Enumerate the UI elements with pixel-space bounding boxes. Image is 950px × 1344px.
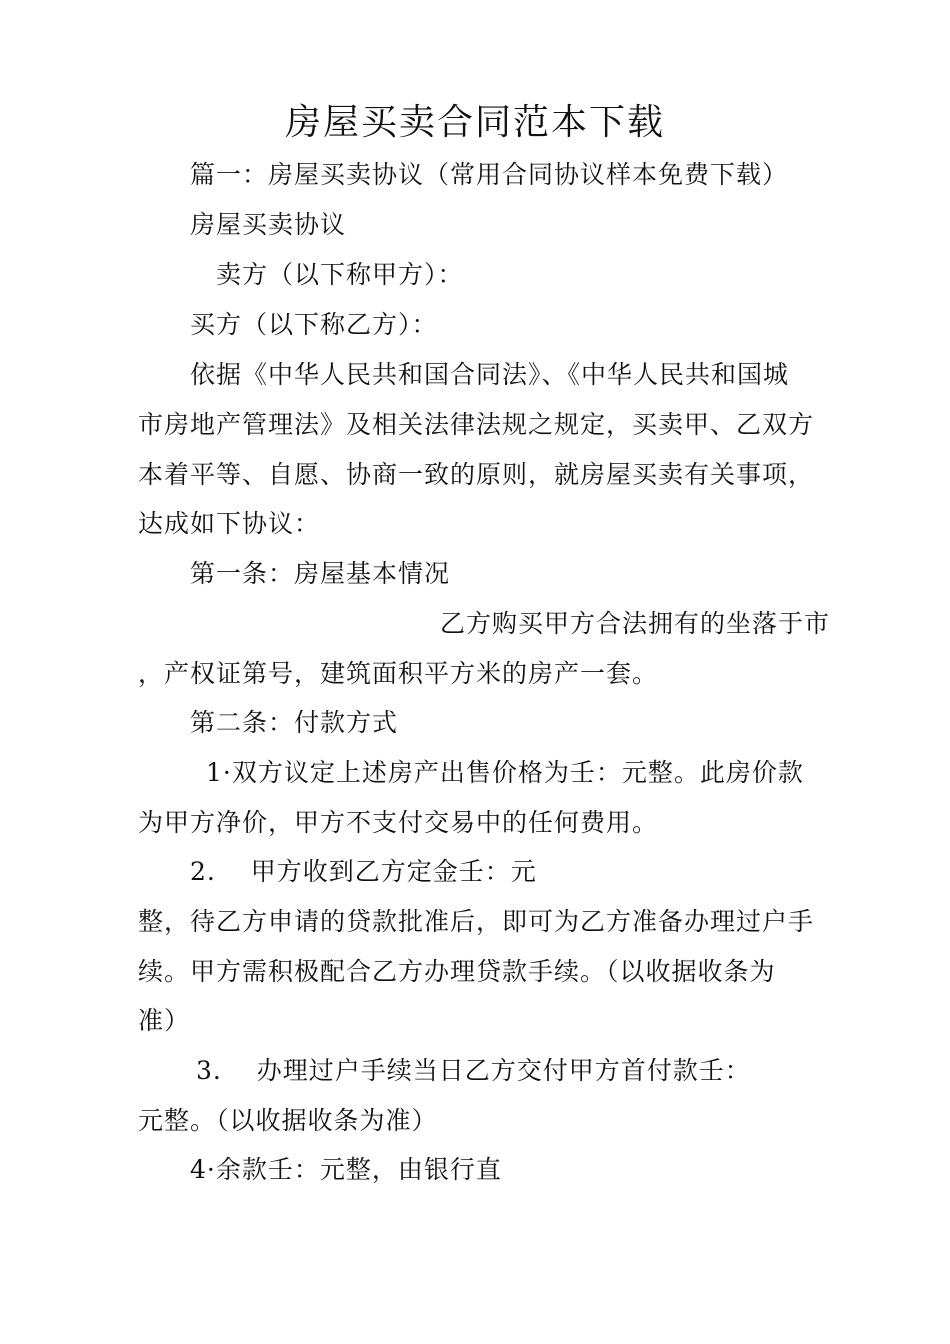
- clause-1-line: 1·双方议定上述房产出售价格为壬：元整。此房价款: [206, 758, 804, 787]
- paragraph-line: 乙方购买甲方合法拥有的坐落于市: [440, 609, 831, 638]
- clause-2-line: 2. 甲方收到乙方定金壬：元: [190, 857, 537, 886]
- paragraph-line: 达成如下协议：: [138, 509, 321, 538]
- article-1-heading: 第一条：房屋基本情况: [190, 559, 451, 588]
- clause-2-line: 准）: [138, 1006, 191, 1035]
- paragraph-line: 本着平等、自愿、协商一致的原则，就房屋买卖有关事项，: [138, 460, 815, 489]
- clause-1-line: 为甲方净价，甲方不支付交易中的任何费用。: [138, 808, 659, 837]
- clause-3-line: 3. 办理过户手续当日乙方交付甲方首付款壬：: [196, 1056, 751, 1085]
- buyer-line: 买方（以下称乙方）：: [190, 310, 438, 339]
- chapter-heading: 篇一：房屋买卖协议（常用合同协议样本免费下载）: [190, 160, 789, 189]
- seller-line: 卖方（以下称甲方）：: [216, 260, 464, 289]
- clause-4-line: 4·余款壬：元整，由银行直: [190, 1155, 502, 1184]
- paragraph-line: ，产权证第号，建筑面积平方米的房产一套。: [138, 659, 659, 688]
- clause-3-line: 元整。（以收据收条为准）: [138, 1106, 438, 1135]
- document-title: 房屋买卖合同范本下载: [284, 102, 665, 143]
- clause-2-line: 整，待乙方申请的贷款批准后，即可为乙方准备办理过户手: [138, 907, 815, 936]
- clause-2-line: 续。甲方需积极配合乙方办理贷款手续。（以收据收条为: [138, 957, 776, 986]
- article-2-heading: 第二条：付款方式: [190, 708, 399, 737]
- paragraph-line: 市房地产管理法》及相关法律法规之规定，买卖甲、乙双方: [138, 410, 815, 439]
- paragraph-line: 依据《中华人民共和国合同法》、《中华人民共和国城: [190, 360, 790, 389]
- agreement-heading: 房屋买卖协议: [190, 210, 347, 239]
